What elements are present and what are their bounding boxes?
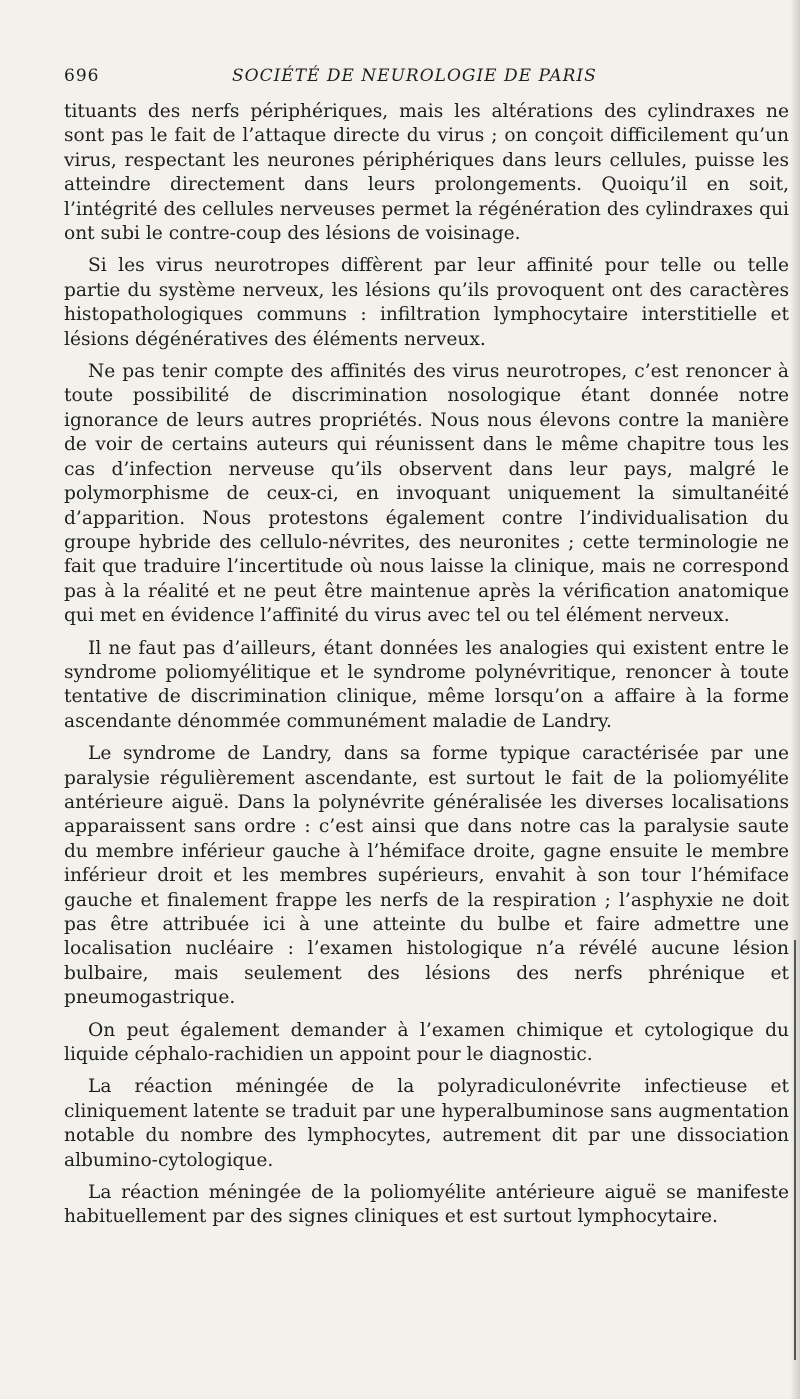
body-text xyxy=(64,100,789,1230)
paragraph: La réaction méningée de la polyradiculonévrite infectieuse et cliniquement latente se traduit par une hyperalbuminose sans augmentation notable du nombre des lymphocytes, autrement dit par une dissociation albumino-cytologique. xyxy=(64,1076,789,1171)
paragraph: Si les virus neurotropes diffèrent par leur affinité pour telle ou telle partie du système nerveux, les lésions qu’ils provoquent ont des caractères histopathologiques communs : infiltration lymphocytaire interstitielle et lésions dégénératives des éléments nerveux. xyxy=(64,255,789,350)
page-edge-shadow xyxy=(790,0,800,1399)
paragraph: Le syndrome de Landry, dans sa forme typique caractérisée par une paralysie régulièrement ascendante, est surtout le fait de la poliomyélite antérieure aiguë. Dans la polynévrite généralisée les diverses localisations apparaissent sans ordre : c’est ainsi que dans notre cas la paralysie saute du membre inférieur gauche à l’hémiface droite, gagne ensuite le membre inférieur droit et les membres supérieurs, envahit à son tour l’hémiface gauche et finalement frappe les nerfs de la respiration ; l’asphyxie ne doit pas être attribuée ici à une atteinte du bulbe et faire admettre une localisation nucléaire : l’examen histologique n’a révélé aucune lésion bulbaire, mais seulement des lésions des nerfs phrénique et pneumogastrique. xyxy=(64,743,789,1009)
paragraph: La réaction méningée de la poliomyélite antérieure aiguë se manifeste habituellement par des signes cliniques et est surtout lymphocytaire. xyxy=(64,1182,789,1228)
paragraph: tituants des nerfs périphériques, mais les altérations des cylindraxes ne sont pas le fait de l’attaque directe du virus ; on conçoit difficilement qu’un virus, respectant les neurones périphériques dans leurs cellules, puisse les atteindre directement dans leurs prolongements. Quoiqu’il en soit, l’intégrité des cellules nerveuses permet la régénération des cylindraxes qui ont subi le contre-coup des lésions de voisinage. xyxy=(64,101,789,245)
running-title: SOCIÉTÉ DE NEUROLOGIE DE PARIS xyxy=(232,66,597,86)
paragraph: Il ne faut pas d’ailleurs, étant données les analogies qui existent entre le syndrome poliomyélitique et le syndrome polynévritique, renoncer à toute tentative de discrimination clinique, même lorsqu’on a affaire à la forme ascendante dénommée communément maladie de Landry. xyxy=(64,637,789,732)
paragraph: Ne pas tenir compte des affinités des virus neurotropes, c’est renoncer à toute possibilité de discrimination nosologique étant donnée notre ignorance de leurs autres propriétés. Nous nous élevons contre la manière de voir de certains auteurs qui réunissent dans le même chapitre tous les cas d’infection nerveuse qu’ils observent dans leur pays, malgré le polymorphisme de ceux-ci, en invoquant uniquement la simultanéité d’apparition. Nous protestons également contre l’individualisation du groupe hybride des cellulo-névrites, des neuronites ; cette terminologie ne fait que traduire l’incertitude où nous laisse la clinique, mais ne correspond pas à la réalité et ne peut être maintenue après la vérification anatomique qui met en évidence l’affinité du virus avec tel ou tel élément nerveux. xyxy=(64,361,789,627)
page-number: 696 xyxy=(64,66,100,86)
paragraph: On peut également demander à l’examen chimique et cytologique du liquide céphalo-rachidien un appoint pour le diagnostic. xyxy=(64,1019,789,1066)
